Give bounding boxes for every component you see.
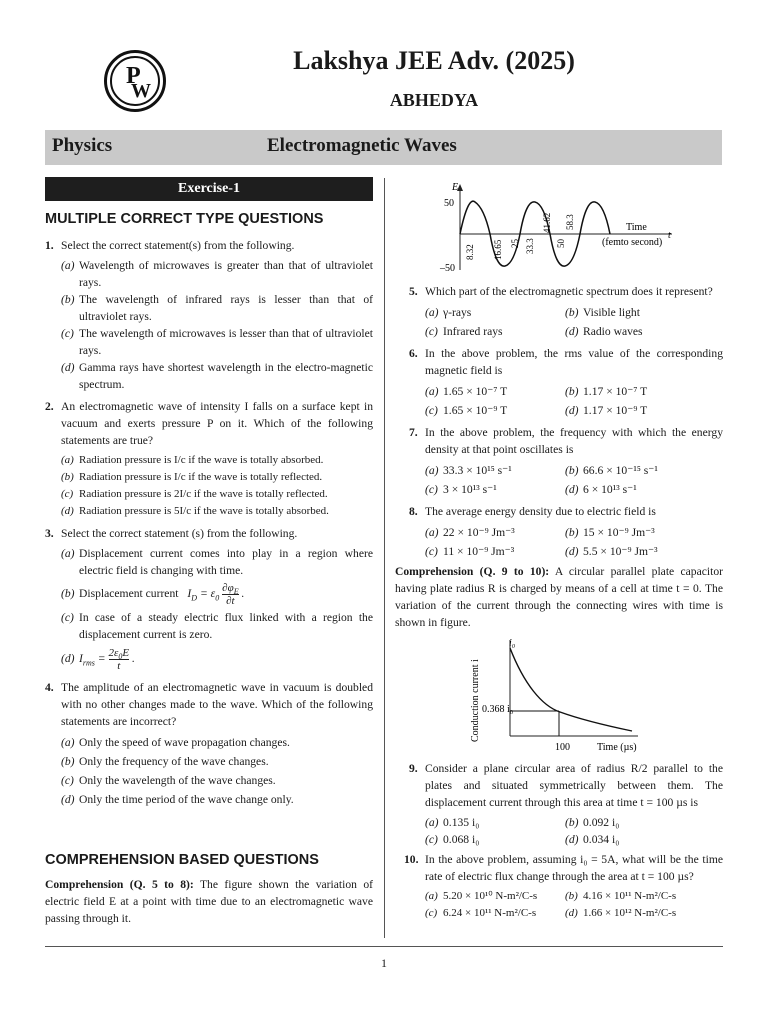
tick-25: 25	[510, 239, 520, 248]
q5-option-a: (a) γ-rays	[425, 306, 472, 319]
svg-text:P: P	[126, 63, 141, 89]
q6-option-a: (a) 1.65 × 10⁻⁷ T	[425, 385, 508, 398]
page-number: 1	[381, 956, 387, 970]
tick-50: 50	[556, 239, 566, 248]
q6-option-d: (d) 1.17 × 10⁻⁹ T	[565, 404, 648, 417]
tick-41-62: 41.62	[542, 212, 552, 233]
q7-option-d: (d) 6 × 10¹³ s⁻¹	[565, 483, 637, 496]
exercise-heading: Exercise-1	[45, 177, 373, 201]
irms-formula: $I_{rms}$ = $\frac{2\varepsilon_0E}{t}$ .	[79, 646, 135, 672]
column-divider	[384, 178, 385, 938]
i0-label: i₀	[509, 638, 516, 649]
q4-option-b: (b) Only the frequency of the wave changes.	[61, 755, 269, 768]
i-0368-label: 0.368 i₀	[482, 704, 514, 715]
q5-options-row1	[395, 303, 723, 322]
question-8: 8. The average energy density due to electric field is	[409, 505, 656, 518]
question-3: 3. Select the correct statement (s) from the following.	[45, 527, 298, 540]
q9-option-b: (b) 0.092 i₀	[565, 816, 620, 829]
q5-options-row2	[395, 322, 723, 341]
q10-option-b: (b) 4.16 × 10¹¹ N-m²/C-s	[565, 890, 677, 902]
question-1: 1. Select the correct statement(s) from the following.	[45, 239, 295, 252]
q9-option-c: (c) 0.068 i₀	[425, 833, 480, 846]
q2-option-a: (a) Radiation pressure is I/c if the wave is totally absorbed.	[61, 454, 324, 466]
q2-option-d: (d) Radiation pressure is 5I/c if the wave is totally absorbed.	[61, 505, 329, 517]
question-5: 5. Which part of the electromagnetic spectrum does it represent?	[409, 285, 713, 298]
question-9: 9. Consider a plane circular area of radius R/2 parallel to the plates and situated symmetrically between them. The displacement current through this area at time t = 100 µs is	[409, 762, 723, 809]
q2-option-b: (b) Radiation pressure is I/c if the wave is totally reflected.	[61, 471, 323, 483]
x-axis-label: t	[668, 230, 671, 241]
y-min-label: –50	[440, 263, 455, 274]
q5-option-d: (d) Radio waves	[565, 325, 643, 338]
q6-option-c: (c) 1.65 × 10⁻⁹ T	[425, 404, 508, 417]
y-axis-title: Conduction current i	[470, 659, 481, 742]
time-axis-label: Time (µs)	[597, 742, 637, 753]
tick-33-3: 33.3	[525, 238, 535, 254]
q10-options-row2	[395, 905, 723, 922]
q10-option-c: (c) 6.24 × 10¹¹ N-m²/C-s	[425, 907, 537, 919]
q4-option-d: (d) Only the time period of the wave change only.	[61, 793, 294, 806]
section-heading-comprehension: COMPREHENSION BASED QUESTIONS	[45, 852, 319, 868]
q5-option-b: (b) Visible light	[565, 306, 640, 319]
question-6: 6. In the above problem, the rms value of the corresponding magnetic field is	[409, 347, 723, 377]
question-2: 2. An electromagnetic wave of intensity I falls on a surface kept in vacuum and exerts pressure P on it. Which of the following statements are true?	[45, 400, 373, 447]
q4-option-a: (a) Only the speed of wave propagation changes.	[61, 736, 290, 749]
document-subtitle: ABHEDYA	[389, 90, 479, 110]
comprehension-5-8: Comprehension (Q. 5 to 8): The figure shown the variation of electric field E at a point with time due to an electromagnetic wave passing through it.	[45, 878, 373, 925]
q1-option-b: (b) The wavelength of infrared rays is lesser than that of ultraviolet rays.	[61, 293, 373, 323]
question-4: 4. The amplitude of an electromagnetic wave in vacuum is doubled with no other changes made to the wave. Which of the following statements are incorrect?	[45, 681, 373, 728]
q10-options-row1	[395, 888, 723, 905]
tick-58-3: 58.3	[565, 214, 575, 230]
q6-option-b: (b) 1.17 × 10⁻⁷ T	[565, 385, 648, 398]
q7-options-row2	[395, 480, 723, 499]
q9-option-a: (a) 0.135 i₀	[425, 816, 480, 829]
q6-options-row2	[395, 401, 723, 420]
time-label: Time	[626, 222, 647, 233]
time-unit-label: (femto second)	[602, 237, 663, 248]
svg-text:W: W	[131, 80, 151, 102]
q2-option-c: (c) Radiation pressure is 2I/c if the wave is totally reflected.	[61, 488, 328, 500]
tick-16-65: 16.65	[493, 239, 503, 260]
subject-label: Physics	[52, 135, 113, 156]
q8-option-b: (b) 15 × 10⁻⁹ Jm⁻³	[565, 526, 655, 539]
footer-divider	[45, 946, 723, 947]
q5-option-c: (c) Infrared rays	[425, 325, 503, 338]
document-title: Lakshya JEE Adv. (2025)	[293, 46, 575, 75]
question-7: 7. In the above problem, the frequency with which the energy density at that point oscillates is	[409, 426, 723, 456]
q3-option-d: (d) $I_{rms}$ = $\frac{2\varepsilon_0E}{t}$ .	[61, 646, 135, 672]
decay-curve	[510, 648, 632, 731]
tick-8-32: 8.32	[465, 244, 475, 260]
q7-option-a: (a) 33.3 × 10¹⁵ s⁻¹	[425, 464, 512, 477]
q8-option-a: (a) 22 × 10⁻⁹ Jm⁻³	[425, 526, 515, 539]
q4-option-c: (c) Only the wavelength of the wave changes.	[61, 774, 276, 787]
q9-options-row1	[395, 814, 723, 831]
q3-option-b: (b) Displacement current $I_D = \varepsilon_0$ $\frac{\partial\varphi_E}{\partial t}$ .	[61, 581, 245, 607]
y-max-label: 50	[444, 198, 454, 209]
q1-option-a: (a) Wavelength of microwaves is greater than that of ultraviolet rays.	[61, 259, 373, 289]
question-10: 10. In the above problem, assuming i₀ = 5A, what will be the time rate of electric flux change through the area at t = 100 µs?	[404, 853, 723, 883]
q8-options-row1	[395, 523, 723, 542]
q9-option-d: (d) 0.034 i₀	[565, 833, 620, 846]
q10-option-d: (d) 1.66 × 10¹² N-m²/C-s	[565, 907, 677, 919]
q1-option-c: (c) The wavelength of microwaves is lesser than that of ultraviolet rays.	[61, 327, 373, 357]
q3-option-c: (c) In case of a steady electric flux linked with a region the displacement current is zero.	[61, 611, 373, 641]
q8-option-d: (d) 5.5 × 10⁻⁹ Jm⁻³	[565, 545, 658, 558]
right-column-lower	[395, 760, 723, 922]
q7-option-c: (c) 3 × 10¹³ s⁻¹	[425, 483, 497, 496]
right-column	[395, 283, 723, 631]
q1-option-d: (d) Gamma rays have shortest wavelength in the electro-magnetic spectrum.	[61, 361, 373, 391]
electric-field-graph	[430, 178, 710, 278]
q8-option-c: (c) 11 × 10⁻⁹ Jm⁻³	[425, 545, 515, 558]
q9-options-row2	[395, 831, 723, 848]
subject-band	[45, 130, 722, 165]
comprehension-9-10: Comprehension (Q. 9 to 10): A circular parallel plate capacitor having plate radius R is charged by means of a cell at time t = 0. The variation of the current through the connecting wires with time is shown in figure.	[395, 565, 723, 629]
q7-option-b: (b) 66.6 × 10⁻¹⁵ s⁻¹	[565, 464, 658, 477]
x-tick-100: 100	[555, 742, 570, 753]
q10-option-a: (a) 5.20 × 10¹⁰ N-m²/C-s	[425, 890, 538, 902]
q6-options-row1	[395, 382, 723, 401]
left-column	[45, 237, 373, 809]
q8-options-row2	[395, 542, 723, 561]
chapter-label: Electromagnetic Waves	[267, 135, 457, 156]
q7-options-row1	[395, 461, 723, 480]
current-decay-graph	[462, 632, 662, 756]
section-heading-mcq: MULTIPLE CORRECT TYPE QUESTIONS	[45, 211, 324, 227]
y-axis-label: E	[452, 182, 459, 193]
displacement-current-formula: $I_D = \varepsilon_0$ $\frac{\partial\varphi_E}{\partial t}$ .	[187, 581, 245, 607]
q3-option-a: (a) Displacement current comes into play in a region where electric field is changing with time.	[61, 547, 373, 577]
